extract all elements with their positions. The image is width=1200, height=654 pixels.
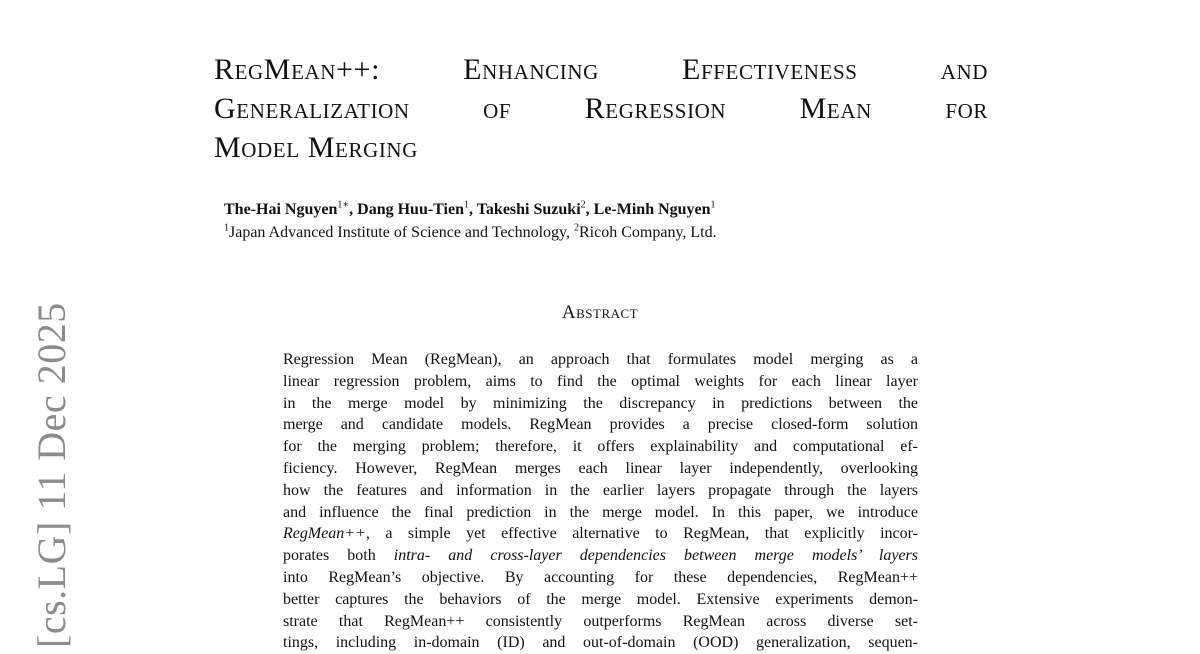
abstract-text: better captures the behaviors of the merge model. Extensive experiments demon- xyxy=(283,590,918,608)
abstract-line xyxy=(283,480,918,502)
abstract-body xyxy=(283,349,918,654)
affiliation-text: Japan Advanced Institute of Science and Technology, xyxy=(229,224,574,241)
abstract-emphasis: RegMean++ xyxy=(283,525,366,543)
abstract-text: , a simple yet effective alternative to RegMean, that explicitly incor- xyxy=(365,525,918,543)
abstract-heading: Abstract xyxy=(561,302,639,323)
affiliation-text: Ricoh Company, Ltd. xyxy=(579,224,717,241)
author-affiliation-mark: 2 xyxy=(580,199,586,211)
title-line: Model Merging xyxy=(214,131,418,164)
abstract-text: strate that RegMean++ consistently outperforms RegMean across diverse set- xyxy=(283,612,918,630)
abstract-line xyxy=(283,611,918,633)
abstract-text: in the merge model by minimizing the discrepancy in predictions between the xyxy=(283,394,918,412)
abstract-text: porates both xyxy=(283,547,394,565)
abstract-text: linear regression problem, aims to find the optimal weights for each linear layer xyxy=(283,372,918,390)
title-line: Generalization of Regression Mean for xyxy=(214,92,988,125)
author-affiliation-mark: 1∗ xyxy=(337,199,350,211)
abstract-text: for the merging problem; therefore, it offers explainability and computational ef- xyxy=(283,438,918,456)
abstract-line xyxy=(283,502,918,524)
author-name: The-Hai Nguyen xyxy=(224,201,338,218)
abstract-text: ficiency. However, RegMean merges each linear layer independently, overlooking xyxy=(283,459,918,477)
affiliation-mark: 1 xyxy=(224,222,229,234)
abstract-line xyxy=(283,523,918,545)
abstract-line xyxy=(283,632,918,654)
abstract-text: merge and candidate models. RegMean provides a precise closed-form solution xyxy=(283,416,918,434)
author-name: Le-Minh Nguyen xyxy=(593,201,711,218)
abstract-line xyxy=(283,458,918,480)
abstract-text: tings, including in-domain (ID) and out-of-domain (OOD) generalization, sequen- xyxy=(283,634,918,652)
title-line: RegMean++: Enhancing Effectiveness and xyxy=(214,53,988,86)
affiliations xyxy=(224,223,924,243)
author-affiliation-mark: 1 xyxy=(464,199,469,211)
abstract-text: into RegMean’s objective. By accounting for these dependencies, RegMean++ xyxy=(283,568,918,586)
author-list: The-Hai Nguyen$^{1∗}$, Dang Huu-Tien$^1$, Takeshi Suzuki$^2$, Le-Minh Nguyen$^1$ xyxy=(224,199,716,218)
abstract-line xyxy=(283,393,918,415)
abstract-line xyxy=(283,545,918,567)
abstract-line xyxy=(283,567,918,589)
paper-title xyxy=(214,50,988,167)
abstract-line xyxy=(283,436,918,458)
abstract-line xyxy=(283,371,918,393)
abstract-text: how the features and information in the earlier layers propagate through the layers xyxy=(283,481,918,499)
abstract-text: and influence the final prediction in the merge model. In this paper, we introduce xyxy=(283,503,918,521)
author-affiliation-mark: 1 xyxy=(710,199,716,211)
affiliation-mark: 2 xyxy=(574,222,579,234)
abstract-emphasis: intra- and cross-layer dependencies between merge models’ layers xyxy=(393,547,919,565)
arxiv-identifier-stamp: [cs.LG] 11 Dec 2025 xyxy=(29,302,74,648)
abstract-line xyxy=(283,414,918,436)
abstract-line xyxy=(283,589,918,611)
author-name: Takeshi Suzuki xyxy=(476,201,581,218)
abstract-text: Regression Mean (RegMean), an approach that formulates model merging as a xyxy=(283,351,918,368)
author-name: Dang Huu-Tien xyxy=(357,201,464,218)
abstract-line xyxy=(283,349,918,371)
